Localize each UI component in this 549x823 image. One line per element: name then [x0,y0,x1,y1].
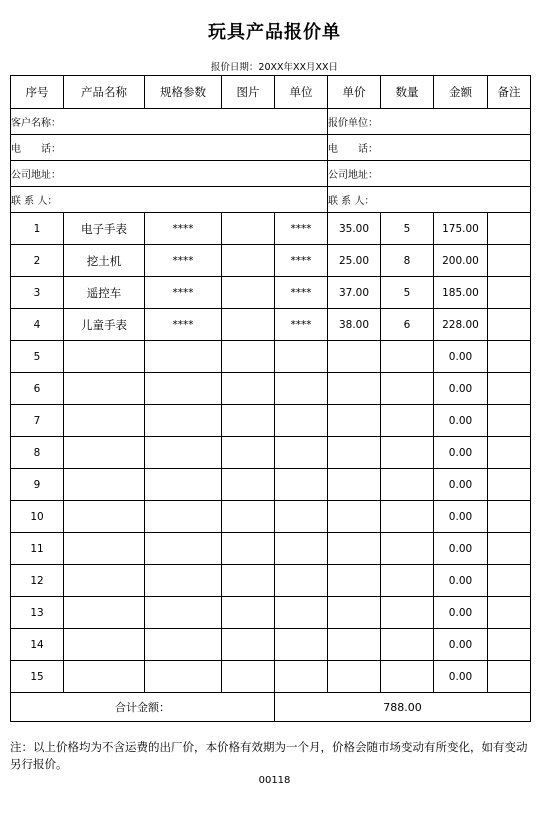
unit-cell [275,597,328,629]
remark-cell [488,661,531,693]
info-row [11,109,531,135]
amount: 0.00 [434,533,488,565]
amount: 0.00 [434,661,488,693]
table-row [11,437,531,469]
info-row [11,187,531,213]
quantity [381,469,434,501]
product-name [64,405,145,437]
unit-price [328,469,381,501]
column-header: 备注 [488,76,531,109]
picture-cell [222,629,275,661]
unit-cell [275,341,328,373]
product-name [64,469,145,501]
table-row [11,629,531,661]
quantity [381,533,434,565]
unit-price [328,597,381,629]
table-row [11,661,531,693]
product-name [64,437,145,469]
spec-cell: **** [145,245,222,277]
unit-cell: **** [275,213,328,245]
table-row [11,277,531,309]
unit-price: 37.00 [328,277,381,309]
row-number: 11 [11,533,64,565]
amount: 0.00 [434,373,488,405]
spec-cell [145,469,222,501]
remark-cell [488,341,531,373]
table-row [11,501,531,533]
picture-cell [222,469,275,501]
row-number: 3 [11,277,64,309]
amount: 0.00 [434,597,488,629]
unit-price [328,373,381,405]
spec-cell [145,341,222,373]
unit-price [328,501,381,533]
quantity [381,405,434,437]
unit-price [328,533,381,565]
unit-cell [275,437,328,469]
quantity [381,565,434,597]
row-number: 4 [11,309,64,341]
row-number: 5 [11,341,64,373]
info-left-field: 电 话： [11,135,328,161]
row-number: 15 [11,661,64,693]
amount: 0.00 [434,629,488,661]
table-row [11,213,531,245]
quote-table [10,75,531,722]
info-right-field: 电 话： [328,135,531,161]
info-row [11,161,531,187]
product-name [64,373,145,405]
unit-price: 35.00 [328,213,381,245]
picture-cell [222,565,275,597]
product-name: 遥控车 [64,277,145,309]
product-name [64,533,145,565]
column-header: 规格参数 [145,76,222,109]
remark-cell [488,277,531,309]
info-right-field: 报价单位： [328,109,531,135]
remark-cell [488,629,531,661]
unit-price [328,405,381,437]
spec-cell: **** [145,277,222,309]
row-number: 12 [11,565,64,597]
unit-cell [275,373,328,405]
unit-cell [275,533,328,565]
table-row [11,405,531,437]
unit-cell [275,405,328,437]
unit-cell: **** [275,245,328,277]
row-number: 6 [11,373,64,405]
column-header: 产品名称 [64,76,145,109]
column-header: 数量 [381,76,434,109]
spec-cell [145,661,222,693]
spec-cell [145,437,222,469]
amount: 0.00 [434,341,488,373]
unit-cell [275,469,328,501]
remark-cell [488,469,531,501]
picture-cell [222,213,275,245]
product-rows [11,213,531,693]
remark-cell [488,405,531,437]
table-row [11,469,531,501]
amount: 228.00 [434,309,488,341]
product-name [64,565,145,597]
customer-info-section [11,109,531,213]
table-row [11,597,531,629]
product-name [64,661,145,693]
info-right-field: 联 系 人： [328,187,531,213]
amount: 0.00 [434,437,488,469]
unit-price [328,437,381,469]
product-name [64,501,145,533]
remark-cell [488,245,531,277]
quantity [381,373,434,405]
info-left-field: 联 系 人： [11,187,328,213]
row-number: 8 [11,437,64,469]
table-header-row [11,76,531,109]
spec-cell [145,501,222,533]
quote-date: 报价日期：20XX年XX月XX日 [210,62,339,73]
unit-price [328,661,381,693]
total-row [11,693,531,722]
quantity: 6 [381,309,434,341]
info-right-field: 公司地址： [328,161,531,187]
picture-cell [222,533,275,565]
spec-cell [145,629,222,661]
unit-cell: **** [275,309,328,341]
amount: 200.00 [434,245,488,277]
spec-cell [145,565,222,597]
info-left-field: 客户名称： [11,109,328,135]
row-number: 9 [11,469,64,501]
amount: 0.00 [434,501,488,533]
info-left-field: 公司地址： [11,161,328,187]
table-row [11,341,531,373]
row-number: 2 [11,245,64,277]
spec-cell: **** [145,309,222,341]
total-label: 合计金额： [11,693,275,722]
product-name: 电子手表 [64,213,145,245]
spec-cell [145,597,222,629]
row-number: 10 [11,501,64,533]
product-name: 挖土机 [64,245,145,277]
amount: 185.00 [434,277,488,309]
remark-cell [488,437,531,469]
amount: 175.00 [434,213,488,245]
table-row [11,565,531,597]
product-name: 儿童手表 [64,309,145,341]
document-code: 00118 [258,775,291,786]
table-row [11,373,531,405]
quantity [381,501,434,533]
picture-cell [222,277,275,309]
quantity [381,437,434,469]
unit-price: 38.00 [328,309,381,341]
column-header: 序号 [11,76,64,109]
spec-cell [145,533,222,565]
spec-cell [145,373,222,405]
unit-cell [275,501,328,533]
picture-cell [222,661,275,693]
quantity [381,597,434,629]
picture-cell [222,309,275,341]
product-name [64,629,145,661]
document-title: 玩具产品报价单 [208,22,341,43]
remark-cell [488,565,531,597]
table-row [11,309,531,341]
quantity: 8 [381,245,434,277]
column-header: 单位 [275,76,328,109]
quantity: 5 [381,213,434,245]
column-header: 图片 [222,76,275,109]
row-number: 13 [11,597,64,629]
amount: 0.00 [434,405,488,437]
remark-cell [488,501,531,533]
unit-cell [275,661,328,693]
picture-cell [222,597,275,629]
table-row [11,533,531,565]
remark-cell [488,533,531,565]
quantity [381,341,434,373]
total-value: 788.00 [275,693,531,722]
quantity: 5 [381,277,434,309]
spec-cell [145,405,222,437]
picture-cell [222,245,275,277]
unit-cell: **** [275,277,328,309]
table-row [11,245,531,277]
spec-cell: **** [145,213,222,245]
column-header: 单价 [328,76,381,109]
product-name [64,597,145,629]
unit-price [328,629,381,661]
row-number: 7 [11,405,64,437]
product-name [64,341,145,373]
footer-note: 注：以上价格均为不含运费的出厂价，本价格有效期为一个月，价格会随市场变动有所变化，如有变动另行报价。 [10,740,528,771]
row-number: 14 [11,629,64,661]
unit-cell [275,565,328,597]
remark-cell [488,213,531,245]
unit-price [328,341,381,373]
picture-cell [222,437,275,469]
row-number: 1 [11,213,64,245]
amount: 0.00 [434,469,488,501]
picture-cell [222,341,275,373]
info-row [11,135,531,161]
column-header: 金额 [434,76,488,109]
unit-cell [275,629,328,661]
quantity [381,661,434,693]
unit-price: 25.00 [328,245,381,277]
remark-cell [488,309,531,341]
quantity [381,629,434,661]
amount: 0.00 [434,565,488,597]
picture-cell [222,405,275,437]
unit-price [328,565,381,597]
picture-cell [222,501,275,533]
picture-cell [222,373,275,405]
remark-cell [488,373,531,405]
remark-cell [488,597,531,629]
